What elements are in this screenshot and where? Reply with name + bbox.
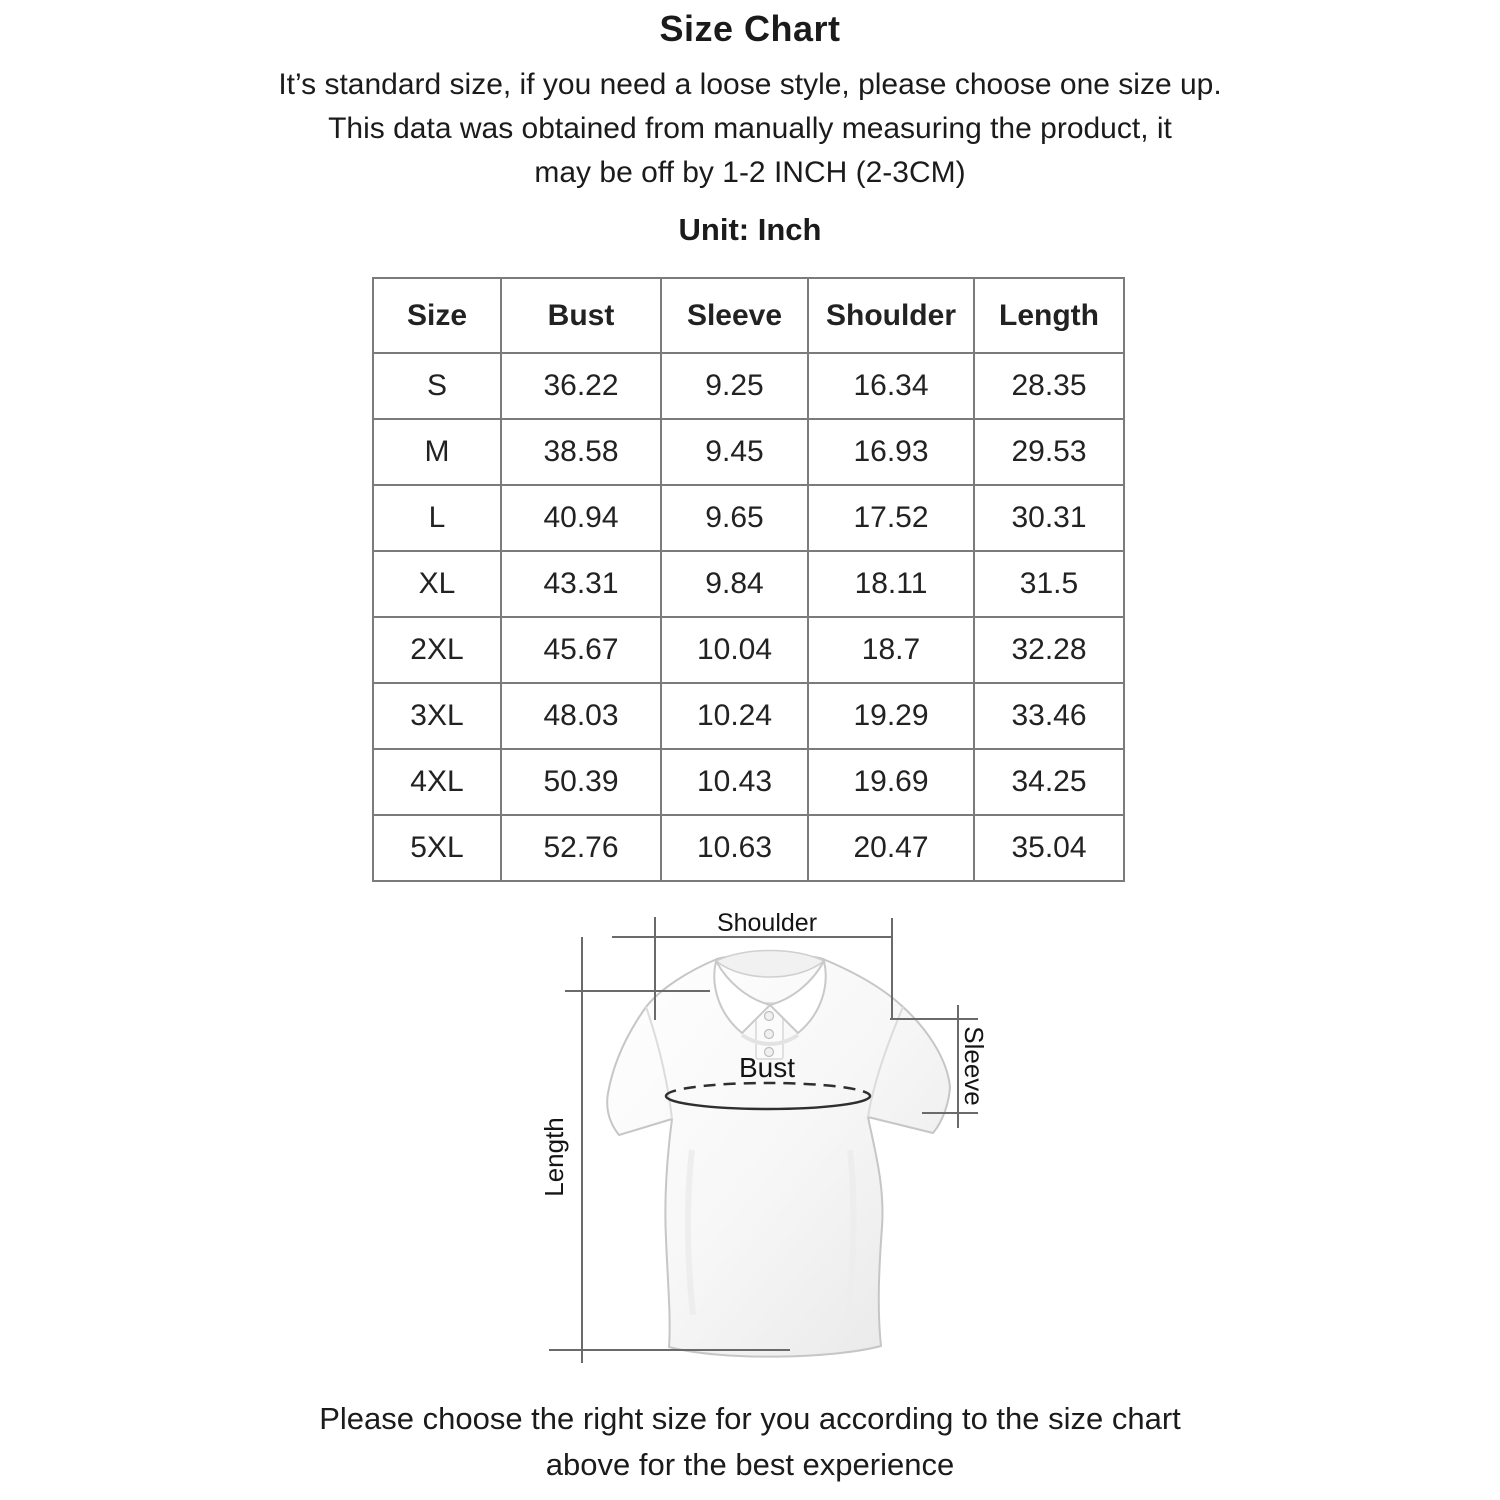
measurement-cell: 36.22 [501, 353, 661, 419]
size-note-line: It’s standard size, if you need a loose style, please choose one size up. [278, 68, 1222, 101]
measurement-cell: 35.04 [974, 815, 1124, 881]
size-cell: 2XL [373, 617, 501, 683]
measurement-cell: 16.34 [808, 353, 974, 419]
footer-note-line: above for the best experience [545, 1447, 955, 1482]
measurement-cell: 31.5 [974, 551, 1124, 617]
table-row [373, 617, 1124, 683]
size-cell: M [373, 419, 501, 485]
measurement-cell: 50.39 [501, 749, 661, 815]
table-row [373, 551, 1124, 617]
measurement-cell: 30.31 [974, 485, 1124, 551]
table-header [373, 278, 1124, 353]
table-row [373, 683, 1124, 749]
measurement-cell: 17.52 [808, 485, 974, 551]
measurement-cell: 33.46 [974, 683, 1124, 749]
size-chart-table [372, 277, 1125, 882]
measurement-cell: 28.35 [974, 353, 1124, 419]
measurement-cell: 9.25 [661, 353, 808, 419]
measurement-cell: 9.45 [661, 419, 808, 485]
size-cell: 4XL [373, 749, 501, 815]
measurement-cell: 19.29 [808, 683, 974, 749]
size-note-line: This data was obtained from manually measuring the product, it [328, 112, 1172, 145]
footer-note [0, 1396, 1500, 1488]
measurement-cell: 45.67 [501, 617, 661, 683]
column-header-shoulder: Shoulder [808, 278, 974, 353]
measurement-cell: 52.76 [501, 815, 661, 881]
measurement-cell: 9.65 [661, 485, 808, 551]
column-header-sleeve: Sleeve [661, 278, 808, 353]
page-title: Size Chart [659, 8, 841, 49]
column-header-bust: Bust [501, 278, 661, 353]
measurement-cell: 18.11 [808, 551, 974, 617]
placket-button [765, 1030, 774, 1039]
measurement-cell: 40.94 [501, 485, 661, 551]
table-row [373, 815, 1124, 881]
table-header-row [373, 278, 1124, 353]
measurement-cell: 38.58 [501, 419, 661, 485]
size-cell: L [373, 485, 501, 551]
size-cell: 3XL [373, 683, 501, 749]
unit-label: Unit: Inch [678, 212, 822, 247]
measurement-cell: 48.03 [501, 683, 661, 749]
size-table-body [373, 353, 1124, 881]
size-cell: 5XL [373, 815, 501, 881]
measurement-cell: 20.47 [808, 815, 974, 881]
bust-label: Bust [738, 1052, 796, 1083]
shirt-measurement-diagram [520, 895, 1080, 1395]
measurement-cell: 10.24 [661, 683, 808, 749]
measurement-cell: 10.63 [661, 815, 808, 881]
size-cell: S [373, 353, 501, 419]
size-cell: XL [373, 551, 501, 617]
length-label: Length [538, 1117, 569, 1197]
measurement-cell: 16.93 [808, 419, 974, 485]
polo-shirt-illustration [607, 951, 950, 1357]
table-row [373, 353, 1124, 419]
measurement-cell: 43.31 [501, 551, 661, 617]
table-row [373, 749, 1124, 815]
size-note [0, 63, 1500, 195]
sleeve-label: Sleeve [959, 1026, 990, 1106]
size-note-line: may be off by 1-2 INCH (2-3CM) [534, 156, 966, 189]
column-header-length: Length [974, 278, 1124, 353]
footer-note-line: Please choose the right size for you according to the size chart [319, 1401, 1181, 1436]
measurement-cell: 18.7 [808, 617, 974, 683]
table-row [373, 419, 1124, 485]
table-row [373, 485, 1124, 551]
column-header-size: Size [373, 278, 501, 353]
measurement-cell: 9.84 [661, 551, 808, 617]
measurement-cell: 10.43 [661, 749, 808, 815]
measurement-cell: 19.69 [808, 749, 974, 815]
measurement-cell: 29.53 [974, 419, 1124, 485]
measurement-cell: 32.28 [974, 617, 1124, 683]
placket-button [765, 1012, 774, 1021]
measurement-cell: 34.25 [974, 749, 1124, 815]
shoulder-label: Shoulder [716, 909, 818, 937]
measurement-cell: 10.04 [661, 617, 808, 683]
